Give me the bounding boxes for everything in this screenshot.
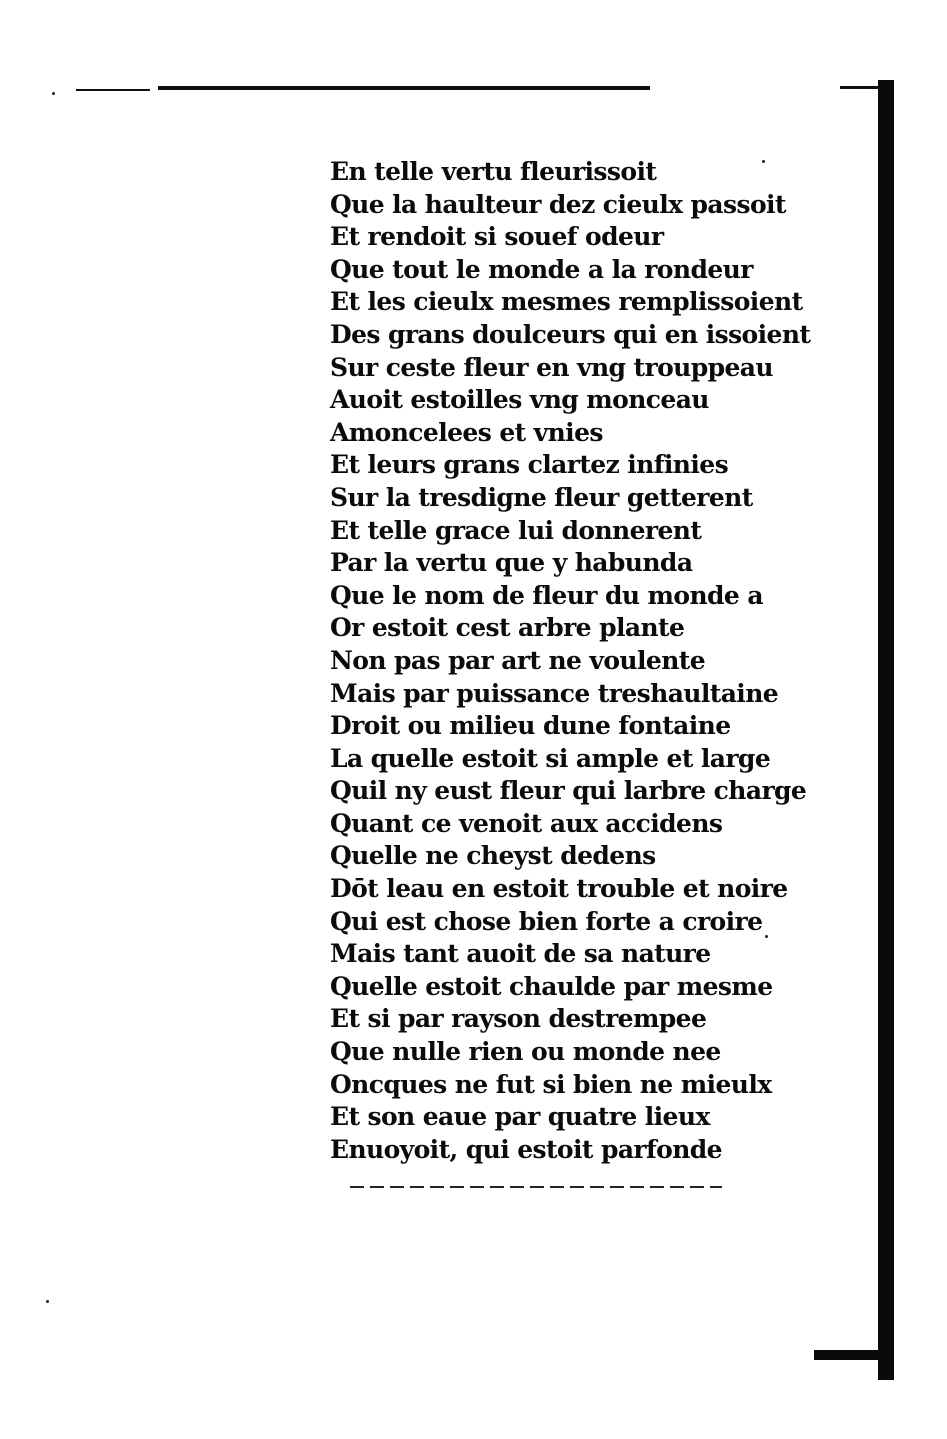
verse-line: Que la haulteur dez cieulx passoit [330,189,786,219]
verse-line: La quelle estoit si ample et large [330,743,771,773]
page-edge-foot [814,1350,894,1360]
verse-line: Mais par puissance treshaultaine [330,678,779,708]
verse-line: Quelle estoit chaulde par mesme [330,971,773,1001]
verse-line: Enuoyoit, qui estoit parfonde [330,1134,722,1164]
bottom-dashed-rule [350,1186,722,1188]
verse-line: Et leurs grans clartez infinies [330,450,729,480]
verse-line: Oncques ne fut si bien ne mieulx [330,1069,772,1099]
verse-line: Par la vertu que y habunda [330,548,693,578]
verse-line: Que le nom de fleur du monde a [330,580,763,610]
verse-line: Quil ny eust fleur qui larbre charge [330,776,807,806]
verse-line: Sur la tresdigne fleur getterent [330,482,753,512]
verse-line: Auoit estoilles vng monceau [330,385,709,415]
verse-line: Non pas par art ne voulente [330,645,706,675]
verse-line: Que nulle rien ou monde nee [330,1037,721,1067]
verse-line: Quant ce venoit aux accidens [330,808,723,838]
verse-line: Sur ceste fleur en vng trouppeau [330,352,773,382]
top-rule-left [76,89,150,91]
verse-line: Droit ou milieu dune fontaine [330,711,731,741]
verse-line: Et telle grace lui donnerent [330,515,702,545]
verse-line: Or estoit cest arbre plante [330,613,685,643]
verse-line: Mais tant auoit de sa nature [330,939,711,969]
top-rule [158,86,650,90]
verse-line: Quelle ne cheyst dedens [330,841,656,871]
speck [46,1300,49,1303]
verse-line: Amoncelees et vnies [330,417,603,447]
verse-line: Et si par rayson destrempee [330,1004,707,1034]
verse-line: Qui est chose bien forte a croire [330,906,763,936]
verse-line: Des grans doulceurs qui en issoient [330,319,811,349]
verse-line: Que tout le monde a la rondeur [330,254,753,284]
verse-line: Et les cieulx mesmes remplissoient [330,287,803,317]
verse-line: Et rendoit si souef odeur [330,222,664,252]
page-edge-shadow [878,80,894,1380]
speck [52,92,55,95]
verse-text [330,156,811,1166]
verse-line: Dōt leau en estoit trouble et noire [330,874,788,904]
verse-line: Et son eaue par quatre lieux [330,1102,710,1132]
verse-line: En telle vertu fleurissoit [330,157,657,186]
